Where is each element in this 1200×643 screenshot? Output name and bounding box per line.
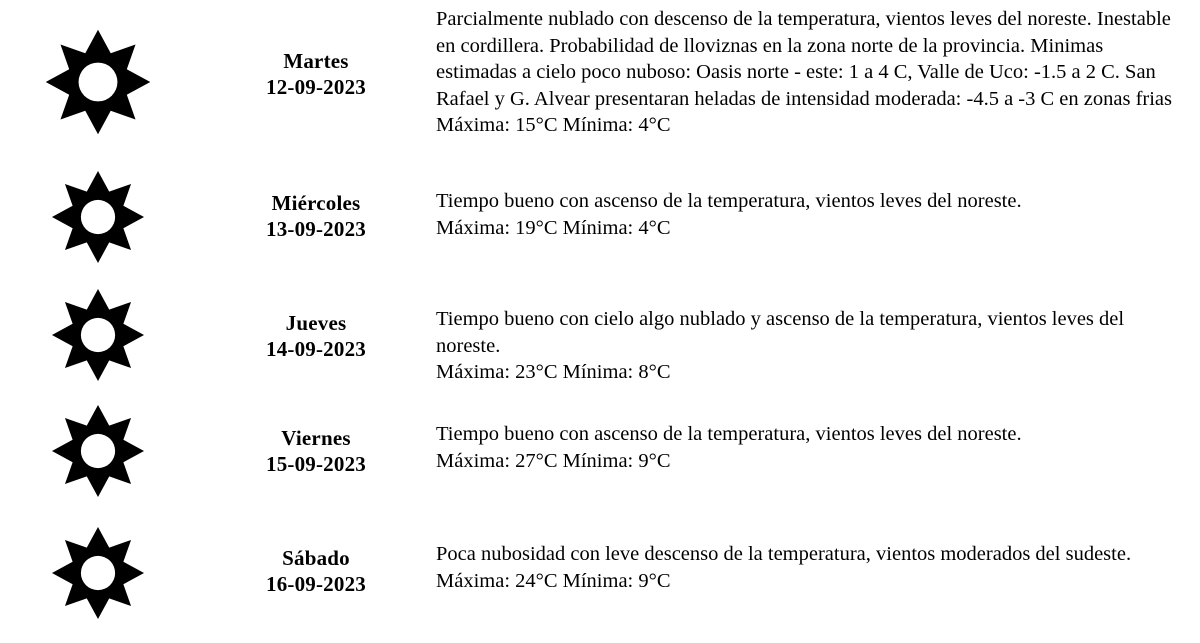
day-name: Jueves (285, 311, 347, 335)
weather-icon-cell (0, 158, 196, 276)
day-label-cell (196, 393, 436, 509)
day-name: Sábado (282, 546, 350, 570)
forecast-temperatures: Máxima: 23°C Mínima: 8°C (436, 361, 671, 383)
day-name: Viernes (281, 426, 351, 450)
forecast-row (0, 0, 1200, 158)
forecast-text-cell (436, 509, 1200, 643)
forecast-temperatures: Máxima: 24°C Mínima: 9°C (436, 569, 671, 592)
sun-icon (39, 276, 157, 394)
day-label-cell (196, 509, 436, 643)
day-date: 15-09-2023 (266, 452, 366, 476)
day-date: 14-09-2023 (266, 337, 366, 361)
forecast-description: Poca nubosidad con leve descenso de la temperatura, vientos moderados del sudeste. (436, 543, 1132, 565)
forecast-description: Tiempo bueno con ascenso de la temperatura, vientos leves del noreste. (436, 423, 1022, 445)
day-date: 12-09-2023 (266, 75, 366, 99)
day-label-cell (196, 0, 436, 158)
weather-icon-cell (0, 0, 196, 158)
forecast-temperatures: Máxima: 27°C Mínima: 9°C (436, 449, 671, 472)
weather-icon-cell (0, 393, 196, 509)
forecast-text-cell (436, 276, 1200, 393)
forecast-text-cell (436, 158, 1200, 276)
forecast-description: Parcialmente nublado con descenso de la temperatura, vientos leves del noreste. Inestable en cordillera. Probabilidad de lloviznas en la zona norte de la provincia. Minimas estimadas a cielo poco nuboso: Oasis norte - este: 1 a 4 C, Valle de Uco: -1.5 a 2 C. San Rafael y G. Alvear presentaran heladas de intensidad moderada: -4.5 a -3 C en zonas frias (436, 8, 1173, 110)
forecast-description: Tiempo bueno con ascenso de la temperatura, vientos leves del noreste. (436, 190, 1022, 212)
weather-icon-cell (0, 509, 196, 643)
forecast-row (0, 393, 1200, 509)
day-label-cell (196, 158, 436, 276)
weather-icon-cell (0, 276, 196, 393)
forecast-temperatures: Máxima: 15°C Mínima: 4°C (436, 114, 671, 136)
day-name: Martes (283, 49, 349, 73)
forecast-text-cell (436, 393, 1200, 509)
day-date: 16-09-2023 (266, 572, 366, 596)
sun-icon (39, 514, 157, 632)
day-label-cell (196, 276, 436, 393)
forecast-text-cell (436, 0, 1200, 158)
forecast-row (0, 509, 1200, 643)
sun-icon (31, 15, 165, 149)
forecast-row (0, 158, 1200, 276)
sun-icon (39, 158, 157, 276)
sun-icon (39, 392, 157, 510)
forecast-description: Tiempo bueno con cielo algo nublado y ascenso de la temperatura, vientos leves del noreste. (436, 308, 1125, 357)
forecast-temperatures: Máxima: 19°C Mínima: 4°C (436, 216, 671, 239)
forecast-row (0, 276, 1200, 393)
day-name: Miércoles (271, 191, 361, 215)
day-date: 13-09-2023 (266, 217, 366, 241)
